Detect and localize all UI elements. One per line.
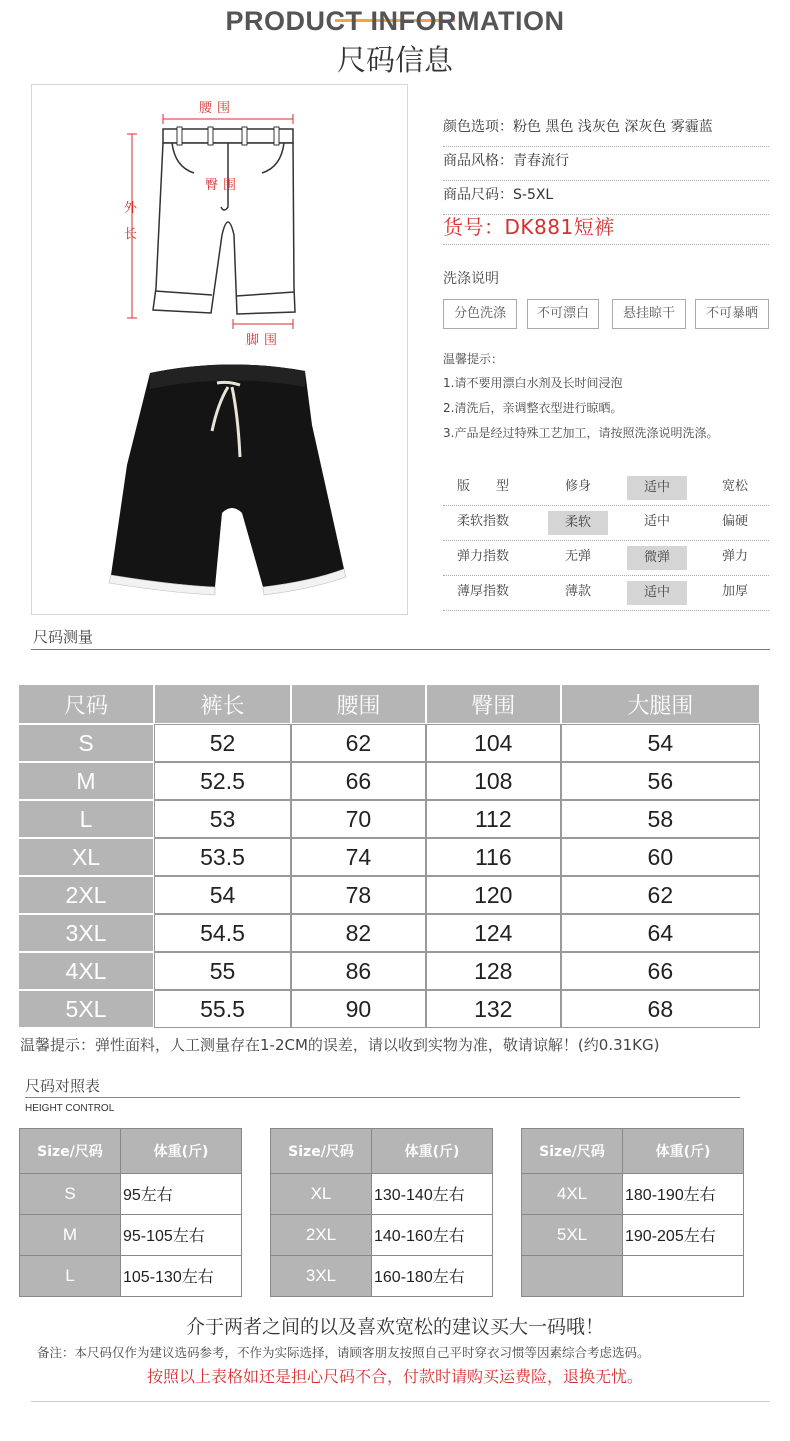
measure-cell: 108 [426, 762, 561, 800]
info-label: 颜色选项： [443, 119, 513, 135]
attr-row-fit [443, 471, 769, 506]
size-cell: M [18, 762, 154, 800]
size-header-cell: 裤长 [154, 684, 291, 724]
weight-table-header [20, 1129, 242, 1174]
weight-table-row [20, 1215, 242, 1256]
measure-cell: 64 [561, 914, 760, 952]
attr-label: 版 型 [456, 479, 509, 494]
wash-title: 洗涤说明 [443, 271, 499, 287]
attr-option: 宽松 [721, 479, 748, 494]
attr-row-softness [443, 506, 769, 541]
measure-cell: 132 [426, 990, 561, 1028]
weight-size-cell: S [20, 1174, 121, 1215]
size-cell: 3XL [18, 914, 154, 952]
weight-value-cell: 95左右 [121, 1174, 242, 1215]
info-row-sizes [443, 180, 769, 215]
measure-cell: 52.5 [154, 762, 291, 800]
weight-header-cell: 体重(斤) [623, 1129, 744, 1174]
info-row-style [443, 146, 769, 181]
item-number: 货号：DK881短裤 [443, 215, 615, 239]
wash-item: 悬挂晾干 [612, 299, 686, 329]
weight-table-row [20, 1256, 242, 1297]
weight-value-cell: 130-140左右 [372, 1174, 493, 1215]
wash-item: 不可暴晒 [695, 299, 769, 329]
weight-table-header [522, 1129, 744, 1174]
info-value: 粉色 黑色 浅灰色 深灰色 雾霾蓝 [513, 119, 713, 135]
measure-cell: 86 [291, 952, 426, 990]
measure-cell: 68 [561, 990, 760, 1028]
info-value: S-5XL [513, 187, 554, 203]
weight-value-cell: 140-160左右 [372, 1215, 493, 1256]
size-table-row [18, 876, 760, 914]
measure-cell: 55.5 [154, 990, 291, 1028]
wash-item: 不可漂白 [527, 299, 599, 329]
weight-value-cell: 160-180左右 [372, 1256, 493, 1297]
measure-cell: 66 [291, 762, 426, 800]
measure-cell: 55 [154, 952, 291, 990]
hip-label: 臀围 [205, 178, 242, 193]
measure-cell: 54 [154, 876, 291, 914]
weight-header-cell: Size/尺码 [271, 1129, 372, 1174]
size-header-cell: 尺码 [18, 684, 154, 724]
attr-row-elasticity [443, 541, 769, 576]
attr-option: 修身 [564, 479, 591, 494]
info-row-colors [443, 112, 769, 147]
size-table-row [18, 838, 760, 876]
measure-cell: 70 [291, 800, 426, 838]
measure-cell: 53.5 [154, 838, 291, 876]
outer-length-label-1: 外 [124, 201, 138, 216]
footer-suggestion: 介于两者之间的以及喜欢宽松的建议买大一码哦！ [185, 1316, 604, 1338]
measure-cell: 120 [426, 876, 561, 914]
tips-line: 2.清洗后，亲调整衣型进行晾晒。 [443, 401, 623, 415]
weight-table [270, 1128, 493, 1297]
info-value: 青春流行 [513, 153, 569, 169]
tips-title: 温馨提示： [443, 352, 504, 366]
measure-cell: 54 [561, 724, 760, 762]
size-table-row [18, 952, 760, 990]
measure-cell: 54.5 [154, 914, 291, 952]
size-cell: 5XL [18, 990, 154, 1028]
weight-header-cell: 体重(斤) [372, 1129, 493, 1174]
weight-table-row [271, 1174, 493, 1215]
measure-cell: 82 [291, 914, 426, 952]
attr-option: 偏硬 [721, 514, 748, 529]
weight-table-row [522, 1215, 744, 1256]
size-table-row [18, 724, 760, 762]
size-cell: S [18, 724, 154, 762]
measure-cell: 112 [426, 800, 561, 838]
attr-option: 加厚 [721, 584, 748, 599]
measure-cell: 128 [426, 952, 561, 990]
weight-size-cell [522, 1256, 623, 1297]
weight-table-row [522, 1174, 744, 1215]
measure-cell: 62 [291, 724, 426, 762]
size-cell: L [18, 800, 154, 838]
size-cell: 4XL [18, 952, 154, 990]
size-header-cell: 腰围 [291, 684, 426, 724]
weight-size-cell: 5XL [522, 1215, 623, 1256]
size-header-cell: 臀围 [426, 684, 561, 724]
measure-cell: 66 [561, 952, 760, 990]
wash-item: 分色洗涤 [443, 299, 517, 329]
weight-size-cell: 3XL [271, 1256, 372, 1297]
weight-header-cell: Size/尺码 [20, 1129, 121, 1174]
measure-cell: 78 [291, 876, 426, 914]
header-title-cn: 尺码信息 [336, 43, 453, 77]
attr-option: 无弹 [564, 549, 591, 564]
attr-label: 弹力指数 [456, 549, 509, 564]
weight-table-row [271, 1256, 493, 1297]
measure-cell: 52 [154, 724, 291, 762]
attr-option-selected: 微弹 [627, 546, 687, 570]
attr-label: 柔软指数 [456, 514, 509, 529]
size-cell: XL [18, 838, 154, 876]
weight-table-row [271, 1215, 493, 1256]
waist-label: 腰围 [199, 101, 236, 116]
measure-cell: 104 [426, 724, 561, 762]
measure-cell: 90 [291, 990, 426, 1028]
size-table-header [18, 684, 760, 724]
weight-value-cell [623, 1256, 744, 1297]
weight-size-cell: 2XL [271, 1215, 372, 1256]
ref-title: 尺码对照表 [25, 1077, 101, 1095]
weight-header-cell: Size/尺码 [522, 1129, 623, 1174]
measure-cell: 58 [561, 800, 760, 838]
weight-header-cell: 体重(斤) [121, 1129, 242, 1174]
attr-row-thickness [443, 576, 769, 611]
attr-option-selected: 柔软 [548, 511, 608, 535]
footer-remark: 备注：本尺码仅作为建议选码参考，不作为实际选择，请顾客朋友按照自己平时穿衣习惯等因素综合考虑选码。 [37, 1345, 650, 1360]
weight-table-header [271, 1129, 493, 1174]
weight-table-row [20, 1174, 242, 1215]
measure-cell: 53 [154, 800, 291, 838]
weight-size-cell: XL [271, 1174, 372, 1215]
weight-value-cell: 190-205左右 [623, 1215, 744, 1256]
size-cell: 2XL [18, 876, 154, 914]
attr-option-selected: 适中 [627, 476, 687, 500]
size-table-row [18, 762, 760, 800]
weight-table-row [522, 1256, 744, 1297]
attr-option: 弹力 [721, 549, 748, 564]
footer-warning: 按照以上表格如还是担心尺码不合，付款时请购买运费险，退换无忧。 [146, 1367, 643, 1386]
hem-label: 脚围 [246, 333, 283, 348]
measure-cell: 62 [561, 876, 760, 914]
tips-line: 1.请不要用漂白水剂及长时间浸泡 [443, 376, 623, 390]
shorts-diagram [32, 85, 409, 616]
ref-subtitle: HEIGHT CONTROL [25, 1103, 115, 1114]
measure-cell: 124 [426, 914, 561, 952]
weight-size-cell: 4XL [522, 1174, 623, 1215]
measure-cell: 60 [561, 838, 760, 876]
header-title-en: PRODUCT INFORMATION [225, 6, 565, 36]
measure-note: 温馨提示：弹性面料，人工测量存在1-2CM的误差，请以收到实物为准，敬请谅解！(约0.31KG) [20, 1036, 660, 1054]
weight-table [521, 1128, 744, 1297]
info-label: 商品风格： [443, 153, 513, 169]
weight-table [19, 1128, 242, 1297]
weight-value-cell: 180-190左右 [623, 1174, 744, 1215]
weight-value-cell: 105-130左右 [121, 1256, 242, 1297]
size-table-row [18, 990, 760, 1028]
weight-size-cell: M [20, 1215, 121, 1256]
weight-value-cell: 95-105左右 [121, 1215, 242, 1256]
attr-option: 适中 [643, 514, 670, 529]
size-table-row [18, 914, 760, 952]
attr-label: 薄厚指数 [456, 584, 509, 599]
tips-line: 3.产品是经过特殊工艺加工，请按照洗涤说明洗涤。 [443, 426, 719, 440]
measure-title: 尺码测量 [33, 628, 94, 646]
attr-option-selected: 适中 [627, 581, 687, 605]
measure-cell: 116 [426, 838, 561, 876]
weight-size-cell: L [20, 1256, 121, 1297]
measure-cell: 56 [561, 762, 760, 800]
size-table [17, 683, 761, 1029]
measure-cell: 74 [291, 838, 426, 876]
product-image-panel [31, 84, 408, 615]
size-header-cell: 大腿围 [561, 684, 760, 724]
outer-length-label-2: 长 [124, 227, 138, 242]
attr-option: 薄款 [564, 584, 591, 599]
size-table-row [18, 800, 760, 838]
info-label: 商品尺码： [443, 187, 513, 203]
